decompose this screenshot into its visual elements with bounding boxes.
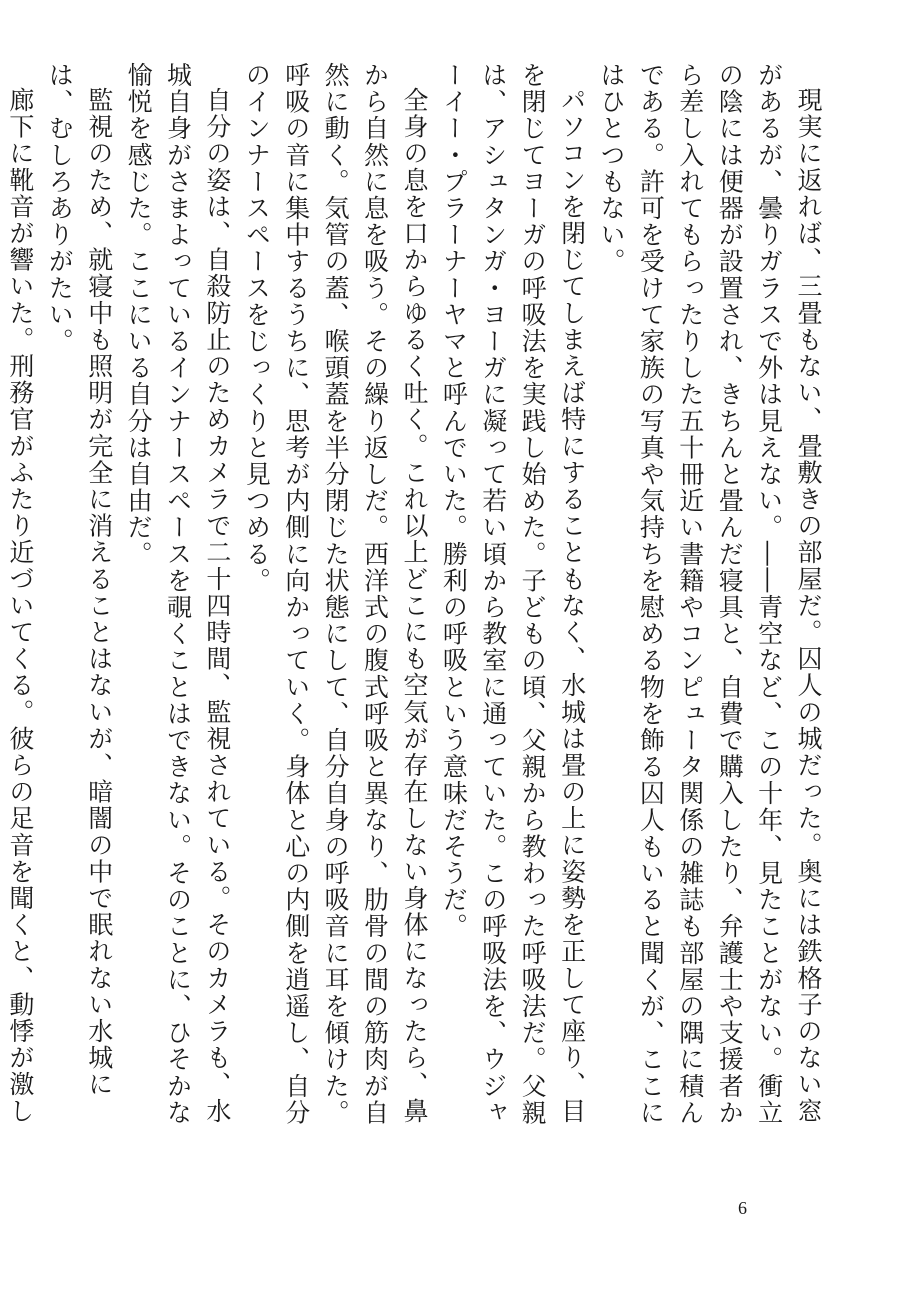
page-number: 6	[738, 1198, 747, 1218]
paragraph-5: 監視のため、就寝中も照明が完全に消えることはないが、暗闇の中で眠れない水城には、むしろありがたい。	[45, 62, 114, 1098]
vertical-text-body	[5, 62, 828, 1142]
paragraph-4: 自分の姿は、自殺防止のためカメラで二十四時間、監視されている。そのカメラも、水城自身がさまよっているインナースペースを覗くことはできない。そのことに、ひそかな愉悦を感じた。ここにいる自分は自由だ。	[124, 62, 232, 1126]
paragraph-1: 現実に返れば、三畳もない、畳敷きの部屋だ。囚人の城だった。奥には鉄格子のない窓があるが、曇りガラスで外は見えない。――青空など、この十年、見たことがない。衝立の陰には便器が設置され、きちんと畳んだ寝具と、自費で購入したり、弁護士や支援者から差し入れてもらったりした五十冊近い書籍やコンピュータ関係の雑誌も部屋の隅に積んである。許可を受けて家族の写真や気持ちを慰める物を飾る囚人もいると聞くが、ここにはひとつもない。	[596, 62, 823, 1126]
paragraph-6: 廊下に靴音が響いた。刑務官がふたり近づいてくる。彼らの足音を聞くと、動悸が激し	[5, 87, 35, 1125]
paragraph-2: パソコンを閉じてしまえば特にすることもなく、水城は畳の上に姿勢を正して座り、目を閉じてヨーガの呼吸法を実践し始めた。子どもの頃、父親から教わった呼吸法だ。父親は、アシュタンガ・ヨーガに凝って若い頃から教室に通っていた。この呼吸法を、ウジャーイー・プラーナーヤマと呼んでいた。勝利の呼吸という意味だそうだ。	[439, 62, 587, 1126]
paragraph-3: 全身の息を口からゆるく吐く。これ以上どこにも空気が存在しない身体になったら、鼻から自然に息を吸う。その繰り返しだ。西洋式の腹式呼吸と異なり、肋骨の間の筋肉が自然に動く。気管の蓋、喉頭蓋を半分閉じた状態にして、自分自身の呼吸音に耳を傾けた。呼吸の音に集中するうちに、思考が内側に向かっていく。身体と心の内側を逍遥し、自分のインナースペースをじっくりと見つめる。	[242, 62, 429, 1126]
